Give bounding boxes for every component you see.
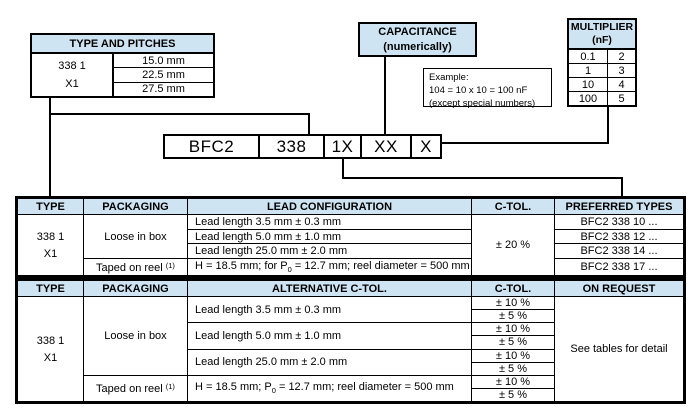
example-line3: (except special numbers) (429, 97, 536, 109)
table-row (18, 215, 684, 230)
type-value-top: 338 1 (36, 334, 65, 347)
multiplier-code: 5 (618, 92, 625, 105)
on-request-cell: See tables for detail (555, 297, 684, 402)
taped-config-post: = 12.7 mm; reel diameter = 500 mm (291, 260, 470, 272)
type-value-top: 338 1 (36, 230, 65, 243)
capacitance-box (358, 22, 477, 57)
multiplier-title-line2: (nF) (592, 34, 612, 46)
type-and-pitches-title: TYPE AND PITCHES (32, 35, 213, 54)
multiplier-code: 2 (618, 50, 625, 63)
taped-config-pre: H = 18.5 mm; P (195, 381, 272, 394)
ctol-cell: ± 10 % (472, 375, 555, 388)
header-packaging: PACKAGING (84, 199, 188, 215)
ctol-cell: ± 20 % (472, 215, 555, 276)
header-packaging: PACKAGING (84, 281, 188, 297)
part-number-segment-capacitance: XX (360, 136, 410, 157)
multiplier-title (569, 20, 635, 50)
on-request-table (15, 278, 686, 404)
header-type: TYPE (18, 281, 84, 297)
taped-config-sub: 0 (287, 265, 292, 274)
ctol-cell: ± 5 % (472, 388, 555, 401)
header-ctol: C-TOL. (472, 281, 555, 297)
multiplier-rows (569, 50, 635, 105)
capacitance-label-line1: CAPACITANCE (378, 26, 457, 39)
multiplier-table (567, 18, 637, 107)
part-number-row (163, 134, 442, 159)
pitch-value-3: 27.5 mm (142, 83, 185, 96)
lead-config-taped-cell (188, 259, 472, 276)
lead-config-cell: Lead length 3.5 mm ± 0.3 mm (188, 215, 472, 230)
multiplier-value: 0.1 (569, 50, 608, 63)
example-box (423, 68, 552, 107)
connector-multiplier-down-line (607, 107, 609, 144)
connector-1x-across-line (342, 177, 623, 179)
ctol-cell: ± 5 % (472, 362, 555, 375)
preferred-types-table (15, 196, 686, 278)
preferred-type-cell: BFC2 338 14 ... (555, 244, 684, 259)
part-number-segment-series: 338 (258, 136, 323, 157)
lead-config-cell: Lead length 25.0 mm ± 2.0 mm (188, 349, 472, 375)
type-cell (18, 297, 84, 402)
packaging-taped-text: Taped on reel (96, 261, 166, 274)
lead-config-taped-cell (188, 375, 472, 401)
multiplier-value: 1 (569, 64, 608, 77)
ctol-cell: ± 5 % (472, 336, 555, 349)
connector-1x-to-table-line (621, 177, 623, 196)
taped-config-post: = 12.7 mm; reel diameter = 500 mm (275, 381, 454, 394)
connector-pitches-branch-line (49, 113, 310, 115)
pitch-value-2: 22.5 mm (114, 68, 213, 82)
taped-config-pre: H = 18.5 mm; for P (195, 260, 288, 272)
pitch-value-1: 15.0 mm (114, 54, 213, 68)
capacitance-label-line2: (numerically) (383, 40, 452, 53)
multiplier-row (569, 50, 635, 64)
pitch-values (114, 54, 213, 96)
multiplier-row (569, 64, 635, 78)
connector-capacitance-line (384, 57, 386, 134)
connector-multiplier-to-x-line (442, 142, 609, 144)
packaging-taped-text: Taped on reel (96, 382, 166, 395)
table-row (18, 297, 684, 310)
packaging-taped-cell (84, 259, 188, 276)
preferred-type-cell: BFC2 338 17 ... (555, 259, 684, 276)
packaging-loose-cell: Loose in box (84, 297, 188, 376)
part-number-segment-prefix: BFC2 (188, 136, 235, 156)
type-cell (18, 215, 84, 276)
header-lead-configuration: LEAD CONFIGURATION (188, 199, 472, 215)
type-value-bottom: X1 (65, 78, 79, 90)
multiplier-code: 4 (618, 78, 625, 91)
header-on-request: ON REQUEST (555, 281, 684, 297)
example-line1: Example: (429, 72, 469, 83)
multiplier-title-line1: MULTIPLIER (570, 20, 634, 33)
preferred-type-cell: BFC2 338 10 ... (555, 215, 684, 230)
multiplier-row (569, 92, 635, 105)
ctol-cell: ± 10 % (472, 297, 555, 310)
table-header-row (18, 281, 684, 297)
ctol-cell: ± 10 % (472, 349, 555, 362)
part-number-segment-type: 1X (323, 136, 360, 157)
type-value-bottom: X1 (43, 247, 58, 260)
ctol-cell: ± 5 % (472, 310, 555, 323)
preferred-type-cell: BFC2 338 12 ... (555, 229, 684, 244)
footnote-marker: (1) (165, 381, 175, 391)
type-cell (32, 54, 114, 96)
example-line2: 104 = 10 x 10 = 100 nF (429, 84, 528, 96)
header-alternative-ctol: ALTERNATIVE C-TOL. (188, 281, 472, 297)
header-preferred-types: PREFERRED TYPES (555, 199, 684, 215)
connector-pitches-to-338-line (308, 113, 310, 134)
packaging-loose-cell: Loose in box (84, 215, 188, 259)
lead-config-cell: Lead length 25.0 mm ± 2.0 mm (188, 244, 472, 259)
lead-config-cell: Lead length 3.5 mm ± 0.3 mm (188, 297, 472, 323)
connector-1x-down-line (342, 159, 344, 179)
table-row (18, 259, 684, 276)
taped-config-sub: 0 (271, 386, 276, 396)
table-header-row (18, 199, 684, 215)
footnote-marker: (1) (165, 260, 175, 270)
multiplier-value: 10 (569, 78, 608, 91)
packaging-taped-cell (84, 375, 188, 401)
type-value-top: 338 1 (58, 60, 86, 72)
multiplier-value: 100 (569, 92, 608, 105)
type-value-bottom: X1 (43, 351, 58, 364)
type-and-pitches-box (30, 33, 215, 98)
multiplier-code: 3 (618, 64, 625, 77)
header-ctol: C-TOL. (472, 199, 555, 215)
type-and-pitches-body (32, 54, 213, 96)
lead-config-cell: Lead length 5.0 mm ± 1.0 mm (188, 229, 472, 244)
ctol-cell: ± 10 % (472, 323, 555, 336)
part-number-segment-multiplier: X (410, 136, 440, 157)
lead-config-cell: Lead length 5.0 mm ± 1.0 mm (188, 323, 472, 349)
header-type: TYPE (18, 199, 84, 215)
multiplier-row (569, 78, 635, 92)
